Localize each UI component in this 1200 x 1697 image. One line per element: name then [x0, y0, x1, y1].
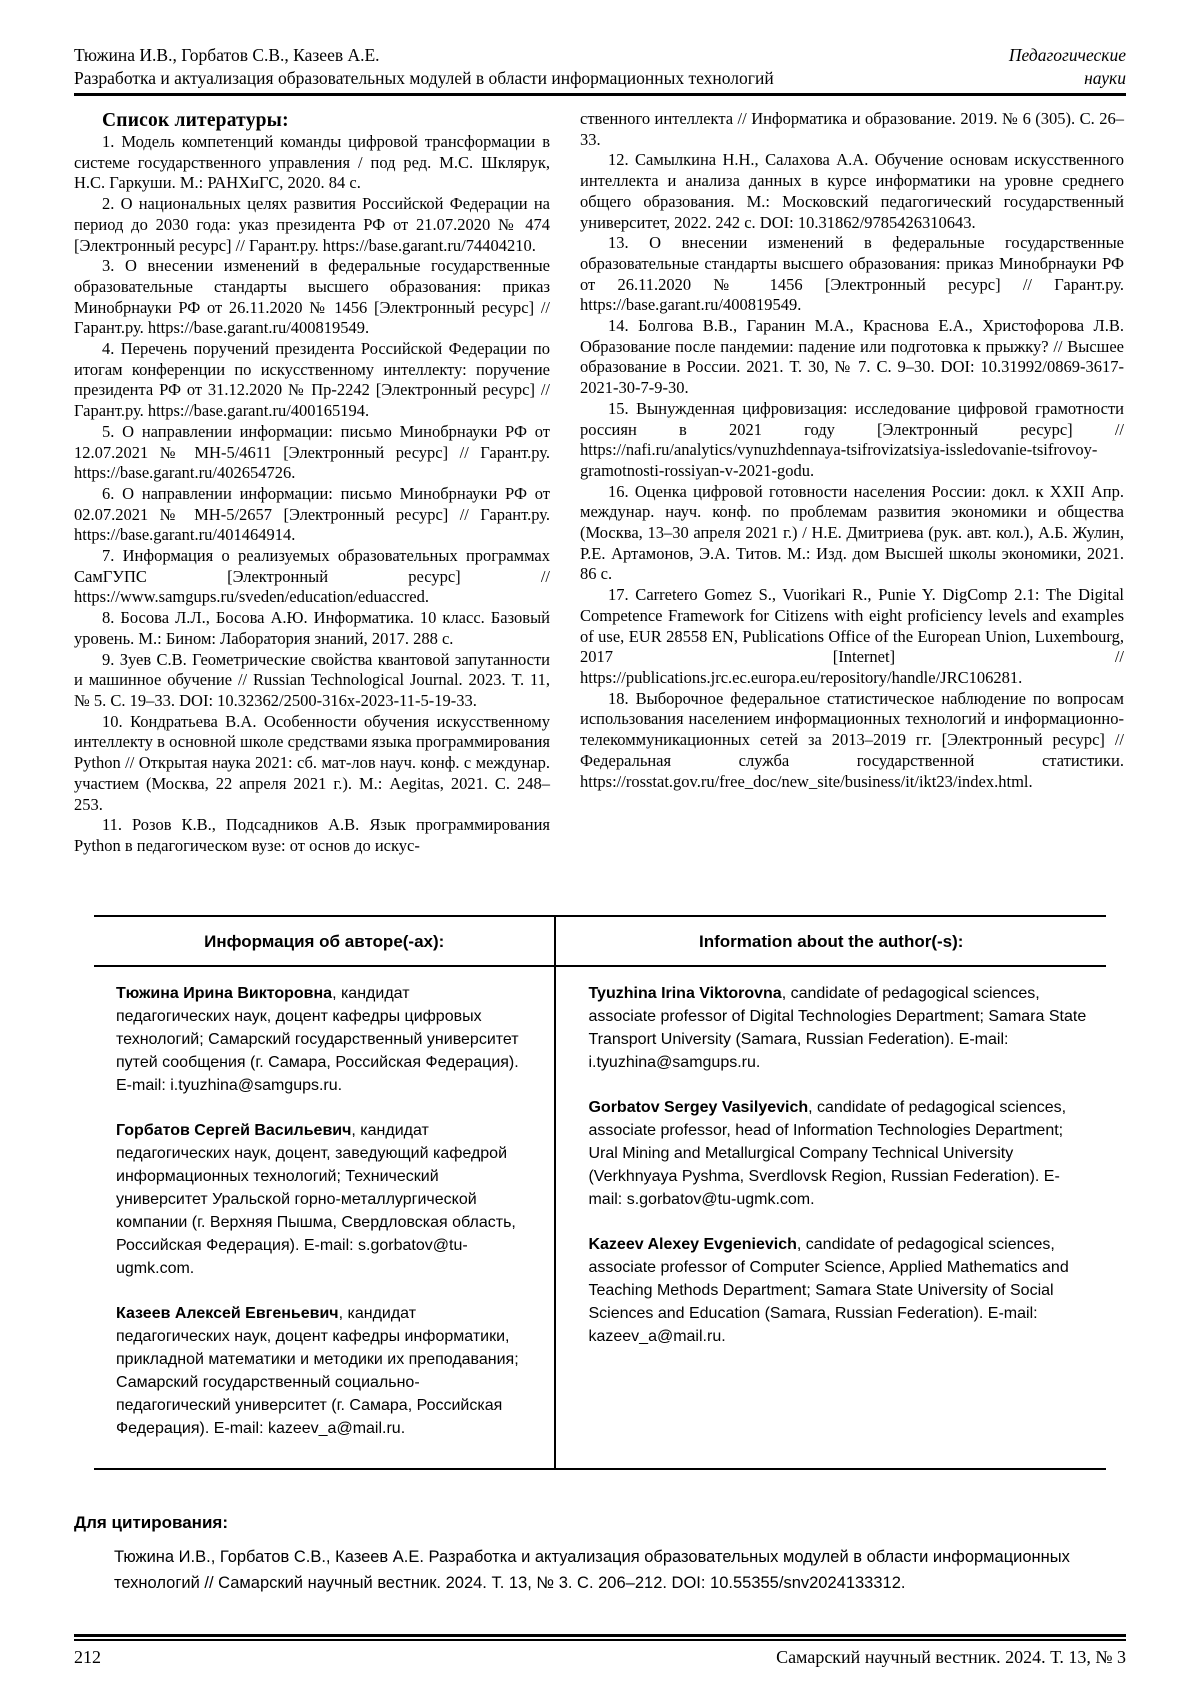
- reference-item: 7. Информация о реализуемых образовательных программах СамГУПС [Электронный ресурс] // https://www.samgups.ru/sveden/education/eduaccred.: [74, 546, 550, 607]
- reference-item-continuation: ственного интеллекта // Информатика и образование. 2019. № 6 (305). С. 26–33.: [580, 109, 1124, 149]
- reference-item: 10. Кондратьева В.А. Особенности обучения искусственному интеллекту в основной школе средствами языка программирования Python // Открытая наука 2021: сб. мат-лов науч. конф. с междунар. участием (Москва, 22 апреля 2021 г.). М.: Aegitas, 2021. С. 248–253.: [74, 711, 550, 814]
- author-name-en: Tyuzhina Irina Viktorovna: [588, 984, 782, 1002]
- author-details-en: , candidate of pedagogical sciences, associate professor, head of Information Technologies Department; Ural Mining and Metallurgical Company Technical University (Verkhnyaya Pyshma, Sverdlovsk Region, Russian Federation). E-mail: s.gorbatov@tu-ugmk.com.: [588, 1098, 1067, 1208]
- reference-item: 8. Босова Л.Л., Босова А.Ю. Информатика. 10 класс. Базовый уровень. М.: Бином: Лаборатория знаний, 2017. 288 с.: [74, 608, 550, 648]
- author-info-en: [588, 982, 1092, 1074]
- references-column-2: [580, 109, 1124, 857]
- authors-info-ru-column: [94, 967, 556, 1468]
- references-section: [74, 109, 1126, 857]
- reference-item: 4. Перечень поручений президента Российской Федерации по итогам конференции по искусственному интеллекту: поручение президента РФ от 31.12.2020 № Пр-2242 [Электронный ресурс] // Гарант.ру. https://base.garant.ru/400165194.: [74, 339, 550, 421]
- reference-item: 2. О национальных целях развития Российской Федерации на период до 2030 года: указ президента РФ от 21.07.2020 № 474 [Электронный ресурс] // Гарант.ру. https://base.garant.ru/74404210.: [74, 194, 550, 255]
- author-name-ru: Тюжина Ирина Викторовна: [116, 984, 333, 1002]
- author-details-en: , candidate of pedagogical sciences, associate professor of Computer Science, Applied Mathematics and Teaching Methods Department; Samara State University of Social Sciences and Education (Samara, Russian Federation). E-mail: kazeev_a@mail.ru.: [588, 1235, 1069, 1345]
- header-left: [74, 44, 774, 90]
- citation-block: [74, 1512, 1126, 1596]
- section-label-line2: науки: [1084, 68, 1126, 88]
- table-header-en: Information about the author(-s):: [556, 917, 1106, 967]
- page-number: 212: [74, 1647, 101, 1667]
- author-details-en: , candidate of pedagogical sciences, associate professor of Digital Technologies Department; Samara State Transport University (Samara, Russian Federation). E-mail: i.tyuzhina@samgups.ru.: [588, 984, 1087, 1071]
- reference-item: 9. Зуев С.В. Геометрические свойства квантовой запутанности и машинное обучение // Russian Technological Journal. 2023. Т. 11, № 5. С. 19–33. DOI: 10.32362/2500-316x-2023-11-5-19-33.: [74, 649, 550, 710]
- author-name-en: Gorbatov Sergey Vasilyevich: [588, 1098, 809, 1116]
- journal-title: Самарский научный вестник. 2024. Т. 13, № 3: [776, 1647, 1126, 1667]
- author-details-ru: , кандидат педагогических наук, доцент кафедры цифровых технологий; Самарский государственный университет путей сообщения (г. Самара, Российская Федерация). E-mail: i.tyuzhina@samgups.ru.: [116, 984, 519, 1094]
- author-details-ru: , кандидат педагогических наук, доцент кафедры информатики, прикладной математики и методики их преподавания; Самарский государственный социально-педагогический университет (г. Самара, Российская Федерация). E-mail: kazeev_a@mail.ru.: [116, 1304, 519, 1437]
- citation-text: Тюжина И.В., Горбатов С.В., Казеев А.Е. Разработка и актуализация образовательных модулей в области информационных технологий // Самарский научный вестник. 2024. Т. 13, № 3. С. 206–212. DOI: 10.55355/snv2024133312.: [114, 1547, 1070, 1592]
- references-column-1: [74, 109, 550, 857]
- reference-item: 6. О направлении информации: письмо Минобрнауки РФ от 02.07.2021 № МН-5/2657 [Электронный ресурс] // Гарант.ру. https://base.garant.ru/401464914.: [74, 483, 550, 545]
- reference-item: 14. Болгова В.В., Гаранин М.А., Краснова Е.А., Христофорова Л.В. Образование после пандемии: падение или подготовка к прыжку? // Высшее образование в России. 2021. Т. 30, № 7. С. 9–30. DOI: 10.31992/0869-3617-2021-30-7-9-30.: [580, 316, 1124, 398]
- reference-item: 11. Розов К.В., Подсадников А.В. Язык программирования Python в педагогическом вузе: от основ до искус-: [74, 815, 550, 855]
- authors-line: Тюжина И.В., Горбатов С.В., Казеев А.Е.: [74, 45, 380, 65]
- authors-info-en-column: [556, 967, 1106, 1468]
- reference-item: 18. Выборочное федеральное статистическое наблюдение по вопросам использования населением информационных технологий и информационно-телекоммуникационных сетей за 2013–2019 гг. [Электронный ресурс] // Федеральная служба государственной статистики. https://rosstat.gov.ru/free_doc/new_site/business/it/ikt23/index.html.: [580, 688, 1124, 791]
- authors-table: [94, 915, 1106, 1470]
- reference-item: 16. Оценка цифровой готовности населения России: докл. к XXII Апр. междунар. науч. конф. по проблемам развития экономики и общества (Москва, 13–30 апреля 2021 г.) / Н.Е. Дмитриева (рук. авт. кол.), А.Б. Жулин, Р.Е. Артамонов, Э.А. Титов. М.: Изд. дом Высшей школы экономики, 2021. 86 с.: [580, 481, 1124, 584]
- table-header-ru: Информация об авторе(-ах):: [94, 917, 556, 967]
- author-info-en: [588, 1233, 1092, 1348]
- author-name-en: Kazeev Alexey Evgenievich: [588, 1235, 797, 1253]
- author-name-ru: Казеев Алексей Евгеньевич: [116, 1304, 339, 1322]
- section-label-line1: Педагогические: [1008, 45, 1126, 65]
- citation-label: Для цитирования:: [74, 1512, 228, 1532]
- reference-item: 1. Модель компетенций команды цифровой трансформации в системе государственного управления / под ред. М.С. Шклярук, Н.С. Гаркуши. М.: РАНХиГС, 2020. 84 с.: [74, 132, 550, 193]
- footer-rule: [74, 1634, 1126, 1641]
- reference-item: 15. Вынужденная цифровизация: исследование цифровой грамотности россиян в 2021 году [Электронный ресурс] // https://nafi.ru/analytics/vynuzhdennaya-tsifrovizatsiya-issledovanie-tsifrovoy-gramotnosti-rossiyan-v-2021-godu.: [580, 398, 1124, 480]
- reference-item: 17. Carretero Gomez S., Vuorikari R., Punie Y. DigComp 2.1: The Digital Competence Framework for Citizens with eight proficiency levels and examples of use, EUR 28558 EN, Publications Office of the European Union, Luxembourg, 2017 [Internet] // https://publications.jrc.ec.europa.eu/repository/handle/JRC106281.: [580, 585, 1124, 687]
- page-footer: [74, 1634, 1126, 1697]
- reference-item: 13. О внесении изменений в федеральные государственные образовательные стандарты высшего образования: приказ Минобрнауки РФ от 26.11.2020 № 1456 [Электронный ресурс] // Гарант.ру. https://base.garant.ru/400819549.: [580, 233, 1124, 315]
- running-title: Разработка и актуализация образовательных модулей в области информационных технологий: [74, 68, 774, 88]
- reference-item: 5. О направлении информации: письмо Минобрнауки РФ от 12.07.2021 № МН-5/4611 [Электронный ресурс] // Гарант.ру. https://base.garant.ru/402654726.: [74, 421, 550, 483]
- reference-item: 3. О внесении изменений в федеральные государственные образовательные стандарты высшего образования: приказ Минобрнауки РФ от 26.11.2020 № 1456 [Электронный ресурс] // Гарант.ру. https://base.garant.ru/400819549.: [74, 256, 550, 338]
- references-heading: Список литературы:: [102, 110, 289, 131]
- section-label: [1009, 44, 1126, 90]
- reference-item: 12. Самылкина Н.Н., Салахова А.А. Обучение основам искусственного интеллекта и анализа данных в курсе информатики на уровне среднего общего образования. М.: Московский педагогический государственный университет, 2022. 242 с. DOI: 10.31862/9785426310643.: [580, 150, 1124, 232]
- author-info-en: [588, 1096, 1092, 1211]
- author-details-ru: , кандидат педагогических наук, доцент, заведующий кафедрой информационных технологий; Технический университет Уральской горно-металлургической компании (г. Верхняя Пышма, Свердловская область, Российская Федерация). E-mail: s.gorbatov@tu-ugmk.com.: [116, 1121, 516, 1277]
- author-info-ru: [116, 1119, 520, 1280]
- author-name-ru: Горбатов Сергей Васильевич: [116, 1121, 352, 1139]
- author-info-ru: [116, 1302, 520, 1440]
- page-header: [74, 44, 1126, 96]
- author-info-ru: [116, 982, 520, 1097]
